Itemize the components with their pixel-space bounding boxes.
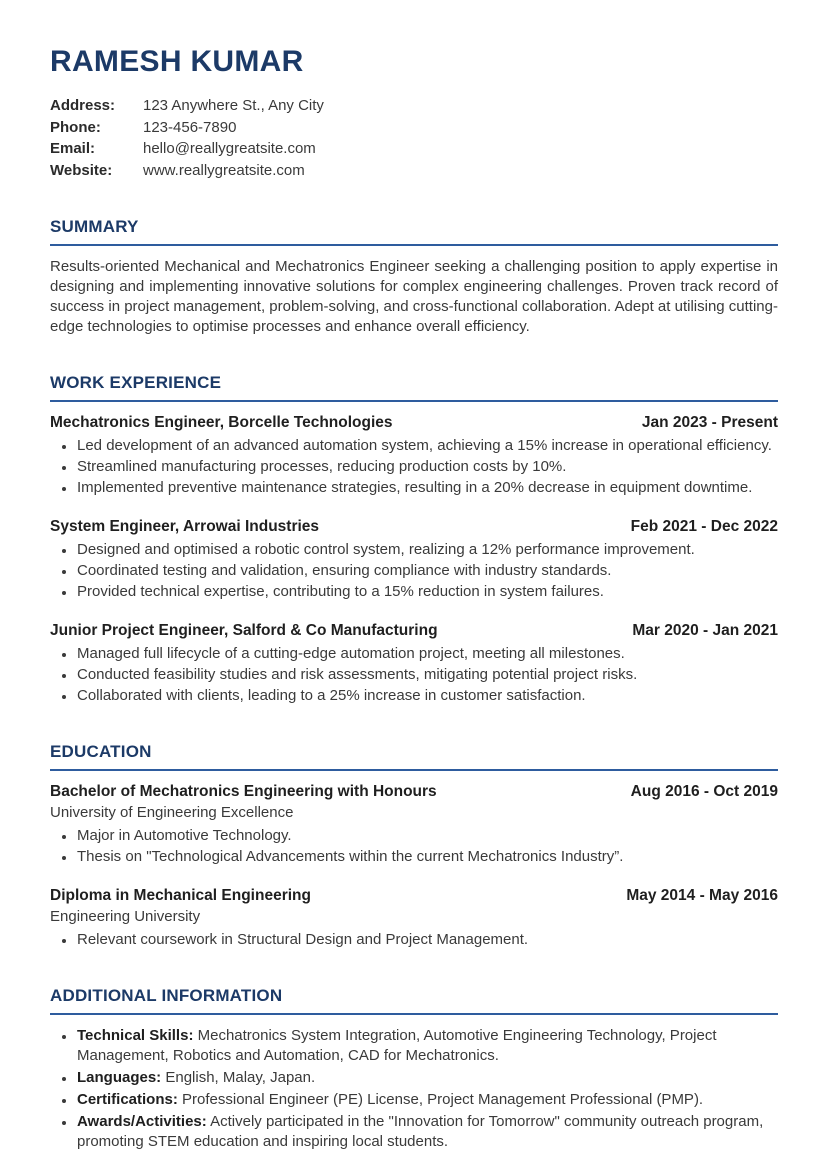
additional-item-languages	[76, 1068, 778, 1088]
additional-item-text: Professional Engineer (PE) License, Project Management Professional (PMP).	[177, 1091, 704, 1109]
job-role: Mechatronics Engineer, Borcelle Technologies	[50, 413, 393, 431]
job-entry-3	[50, 621, 778, 706]
contact-row-website	[50, 160, 778, 182]
additional-item-label: Certifications:	[77, 1091, 178, 1109]
job-bullet: • Conducted feasibility studies and risk assessments, mitigating potential project risks.	[76, 665, 778, 685]
contact-label-website: Website:	[50, 161, 113, 179]
section-summary	[50, 217, 778, 337]
job-bullet: • Coordinated testing and validation, ensuring compliance with industry standards.	[76, 561, 778, 581]
education-entry-header	[50, 782, 778, 802]
contact-label-email: Email:	[50, 140, 96, 157]
education-bullet: • Relevant coursework in Structural Design and Project Management.	[76, 930, 778, 950]
job-entry-header	[50, 413, 778, 433]
job-bullet-list	[50, 644, 778, 706]
job-bullet: • Collaborated with clients, leading to a 25% increase in customer satisfaction.	[76, 686, 778, 706]
job-bullet-list	[50, 540, 778, 602]
person-name: RAMESH KUMAR	[50, 45, 304, 78]
job-dates: Mar 2020 - Jan 2021	[632, 621, 778, 639]
education-entry-2	[50, 886, 778, 950]
contact-label-address: Address:	[50, 97, 116, 114]
institution-name: University of Engineering Excellence	[50, 803, 294, 821]
institution-name: Engineering University	[50, 908, 201, 926]
job-bullet-list	[50, 436, 778, 498]
additional-item-certifications	[76, 1090, 778, 1110]
section-title-summary: SUMMARY	[50, 217, 778, 246]
education-dates: Aug 2016 - Oct 2019	[630, 782, 778, 800]
job-bullet: • Provided technical expertise, contributing to a 15% reduction in system failures.	[76, 582, 778, 602]
additional-item-technical-skills	[76, 1026, 778, 1066]
contact-label-phone: Phone:	[50, 118, 101, 136]
job-entry-2	[50, 517, 778, 602]
contact-value-email: hello@reallygreatsite.com	[143, 140, 316, 157]
job-entry-header	[50, 621, 778, 641]
additional-item-text: Mechatronics System Integration, Automotive Engineering Technology, Project Management, Robotics and Automation, CAD for Mechatronics.	[77, 1027, 717, 1065]
education-entry-header	[50, 886, 778, 906]
contact-row-phone	[50, 117, 778, 139]
degree-title: Diploma in Mechanical Engineering	[50, 886, 311, 904]
section-title-education: EDUCATION	[50, 742, 778, 771]
education-bullet: • Major in Automotive Technology.	[76, 826, 778, 846]
additional-item-text: Actively participated in the "Innovation for Tomorrow" community outreach program, promoting STEM education and inspiring local students.	[77, 1112, 764, 1150]
additional-info-list	[50, 1026, 778, 1152]
education-bullet: • Thesis on "Technological Advancements within the current Mechatronics Industry”.	[76, 847, 778, 867]
section-work-experience	[50, 373, 778, 706]
job-dates: Jan 2023 - Present	[641, 413, 778, 431]
job-bullet: • Managed full lifecycle of a cutting-edge automation project, meeting all milestones.	[76, 644, 778, 664]
section-title-additional-information: ADDITIONAL INFORMATION	[50, 986, 778, 1015]
section-additional-information	[50, 986, 778, 1152]
education-dates: May 2014 - May 2016	[626, 886, 778, 904]
additional-item-label: Technical Skills:	[77, 1027, 194, 1045]
education-entry-1	[50, 782, 778, 867]
job-entry-header	[50, 517, 778, 537]
job-entry-1	[50, 413, 778, 498]
contact-row-email	[50, 138, 778, 160]
job-bullet: • Implemented preventive maintenance strategies, resulting in a 20% decrease in equipment downtime.	[76, 478, 778, 498]
section-education	[50, 742, 778, 951]
contact-value-website: www.reallygreatsite.com	[143, 161, 305, 179]
section-title-work-experience: WORK EXPERIENCE	[50, 373, 778, 402]
summary-paragraph: Results-oriented Mechanical and Mechatronics Engineer seeking a challenging position to apply expertise in designing and implementing innovative solutions for complex engineering challenges. Proven track record of success in project management, problem-solving, and cross-functional collaboration. Adept at utilising cutting-edge technologies to optimise processes and enhance overall efficiency.	[50, 258, 778, 335]
additional-item-text: English, Malay, Japan.	[161, 1069, 316, 1087]
job-role: System Engineer, Arrowai Industries	[50, 517, 320, 535]
additional-item-label: Awards/Activities:	[77, 1112, 207, 1130]
additional-item-awards-activities	[76, 1112, 778, 1152]
contact-block	[50, 95, 778, 181]
job-dates: Feb 2021 - Dec 2022	[630, 517, 778, 535]
education-bullet-list	[50, 930, 778, 950]
job-role: Junior Project Engineer, Salford & Co Manufacturing	[50, 621, 438, 639]
job-bullet: • Designed and optimised a robotic control system, realizing a 12% performance improvement.	[76, 540, 778, 560]
contact-row-address	[50, 95, 778, 117]
contact-value-address: 123 Anywhere St., Any City	[143, 97, 324, 114]
job-bullet: • Streamlined manufacturing processes, reducing production costs by 10%.	[76, 457, 778, 477]
degree-title: Bachelor of Mechatronics Engineering with Honours	[50, 782, 437, 800]
additional-item-label: Languages:	[77, 1069, 162, 1087]
contact-value-phone: 123-456-7890	[143, 118, 237, 136]
job-bullet: • Led development of an advanced automation system, achieving a 15% increase in operational efficiency.	[76, 436, 778, 456]
education-bullet-list	[50, 826, 778, 867]
